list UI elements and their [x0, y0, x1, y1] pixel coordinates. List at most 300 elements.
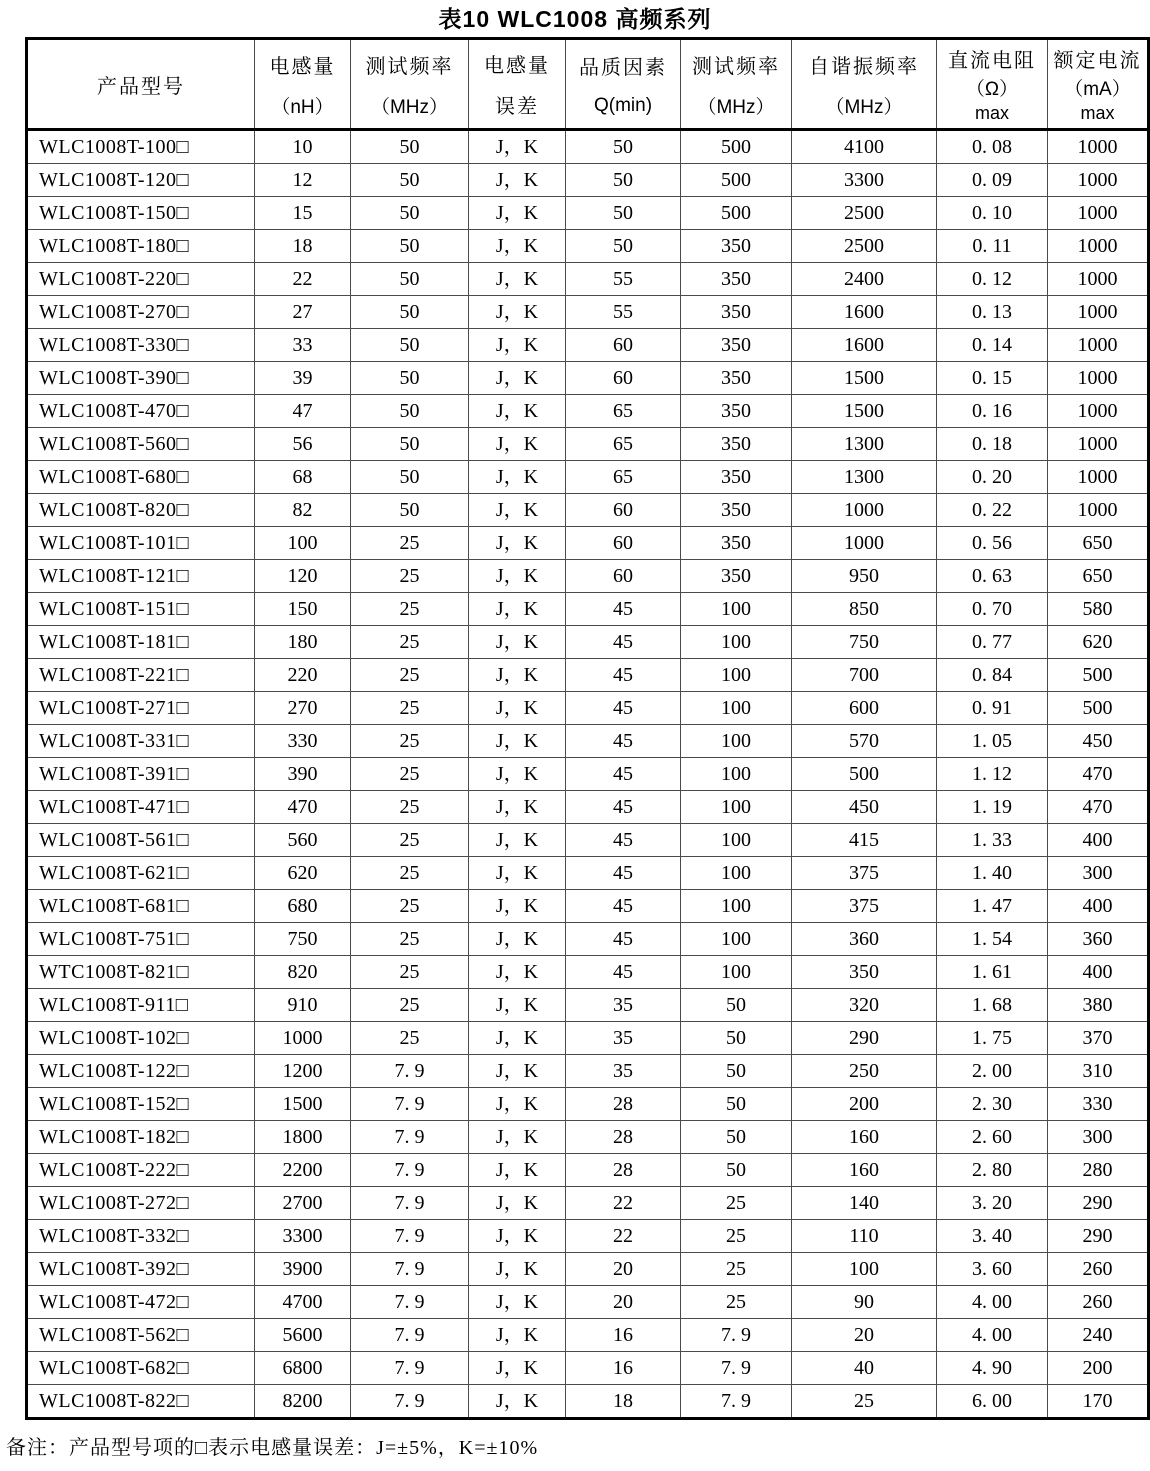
table-row	[27, 296, 1149, 329]
cell-value: 50	[351, 197, 469, 230]
cell-value: 360	[792, 923, 937, 956]
cell-model: WLC1008T-120□	[27, 164, 255, 197]
cell-value: 4100	[792, 130, 937, 164]
cell-value: 0. 63	[937, 560, 1048, 593]
cell-value: 1000	[792, 494, 937, 527]
cell-value: 7. 9	[351, 1055, 469, 1088]
cell-value: 1300	[792, 428, 937, 461]
cell-value: 7. 9	[351, 1187, 469, 1220]
col-header-q-factor	[566, 39, 681, 130]
cell-value: 350	[681, 296, 792, 329]
col-header-srf	[792, 39, 937, 130]
cell-value: 450	[792, 791, 937, 824]
cell-value: 100	[681, 692, 792, 725]
cell-value: 470	[255, 791, 351, 824]
cell-value: 6800	[255, 1352, 351, 1385]
cell-value: 600	[792, 692, 937, 725]
table-row	[27, 857, 1149, 890]
cell-value: 1000	[792, 527, 937, 560]
cell-value: 200	[1048, 1352, 1149, 1385]
cell-model: WLC1008T-911□	[27, 989, 255, 1022]
cell-value: 45	[566, 692, 681, 725]
cell-value: 45	[566, 626, 681, 659]
cell-value: 0. 91	[937, 692, 1048, 725]
cell-value: 1. 12	[937, 758, 1048, 791]
cell-value: 45	[566, 593, 681, 626]
cell-value: J，K	[469, 824, 566, 857]
cell-value: 500	[1048, 659, 1149, 692]
cell-value: 22	[566, 1220, 681, 1253]
cell-value: 1800	[255, 1121, 351, 1154]
cell-model: WLC1008T-330□	[27, 329, 255, 362]
cell-value: 150	[255, 593, 351, 626]
cell-value: 1000	[1048, 130, 1149, 164]
cell-value: J，K	[469, 758, 566, 791]
cell-value: 100	[681, 593, 792, 626]
cell-value: 350	[792, 956, 937, 989]
cell-value: 750	[255, 923, 351, 956]
cell-value: 50	[351, 362, 469, 395]
cell-value: 1000	[1048, 263, 1149, 296]
col-header-label: 自谐振频率	[809, 55, 919, 78]
cell-model: WLC1008T-390□	[27, 362, 255, 395]
cell-value: 28	[566, 1154, 681, 1187]
cell-model: WLC1008T-182□	[27, 1121, 255, 1154]
cell-model: WLC1008T-392□	[27, 1253, 255, 1286]
cell-value: 100	[681, 923, 792, 956]
cell-value: 25	[351, 956, 469, 989]
cell-value: 100	[681, 824, 792, 857]
col-header-max: max	[1080, 103, 1115, 124]
cell-value: 65	[566, 428, 681, 461]
cell-value: 50	[351, 164, 469, 197]
col-header-label: 测试频率	[365, 55, 454, 78]
cell-value: 400	[1048, 956, 1149, 989]
cell-value: 160	[792, 1154, 937, 1187]
cell-value: 350	[681, 527, 792, 560]
cell-value: 45	[566, 659, 681, 692]
cell-value: 35	[566, 989, 681, 1022]
cell-value: 680	[255, 890, 351, 923]
cell-value: 45	[566, 824, 681, 857]
cell-value: 1. 61	[937, 956, 1048, 989]
table-row	[27, 1055, 1149, 1088]
cell-value: J，K	[469, 428, 566, 461]
cell-value: 360	[1048, 923, 1149, 956]
cell-value: J，K	[469, 659, 566, 692]
cell-value: 260	[1048, 1286, 1149, 1319]
cell-value: J，K	[469, 296, 566, 329]
cell-value: J，K	[469, 1286, 566, 1319]
cell-value: 60	[566, 527, 681, 560]
cell-value: 4. 00	[937, 1319, 1048, 1352]
cell-model: WLC1008T-122□	[27, 1055, 255, 1088]
table-row	[27, 428, 1149, 461]
cell-value: 910	[255, 989, 351, 1022]
col-header-label: 额定电流	[1053, 49, 1142, 72]
cell-value: 50	[566, 130, 681, 164]
cell-value: 820	[255, 956, 351, 989]
col-header-dc-resistance	[937, 39, 1048, 130]
cell-value: 100	[681, 956, 792, 989]
cell-value: J，K	[469, 1385, 566, 1419]
cell-value: 2. 80	[937, 1154, 1048, 1187]
cell-value: 40	[792, 1352, 937, 1385]
cell-value: 22	[255, 263, 351, 296]
cell-value: 7. 9	[351, 1220, 469, 1253]
cell-value: 0. 14	[937, 329, 1048, 362]
cell-value: 20	[792, 1319, 937, 1352]
cell-value: 55	[566, 263, 681, 296]
cell-model: WLC1008T-472□	[27, 1286, 255, 1319]
table-row	[27, 989, 1149, 1022]
cell-value: 90	[792, 1286, 937, 1319]
cell-value: 560	[255, 824, 351, 857]
cell-value: 2500	[792, 197, 937, 230]
cell-value: 25	[351, 692, 469, 725]
cell-value: J，K	[469, 956, 566, 989]
cell-value: 850	[792, 593, 937, 626]
table-row	[27, 1022, 1149, 1055]
cell-value: 1. 68	[937, 989, 1048, 1022]
cell-value: 375	[792, 890, 937, 923]
cell-value: 380	[1048, 989, 1149, 1022]
cell-model: WLC1008T-221□	[27, 659, 255, 692]
cell-value: 7. 9	[351, 1352, 469, 1385]
cell-value: 290	[1048, 1220, 1149, 1253]
cell-value: 0. 18	[937, 428, 1048, 461]
cell-value: J，K	[469, 230, 566, 263]
cell-value: 1. 47	[937, 890, 1048, 923]
cell-value: J，K	[469, 1352, 566, 1385]
cell-value: 16	[566, 1352, 681, 1385]
cell-value: 1000	[1048, 329, 1149, 362]
table-row	[27, 659, 1149, 692]
table-row	[27, 791, 1149, 824]
cell-value: 82	[255, 494, 351, 527]
cell-value: 7. 9	[351, 1286, 469, 1319]
cell-value: J，K	[469, 626, 566, 659]
cell-value: 50	[351, 395, 469, 428]
cell-value: J，K	[469, 1220, 566, 1253]
cell-value: 750	[792, 626, 937, 659]
cell-value: 100	[681, 659, 792, 692]
cell-value: 470	[1048, 791, 1149, 824]
cell-model: WLC1008T-220□	[27, 263, 255, 296]
cell-value: 50	[566, 164, 681, 197]
cell-value: 350	[681, 329, 792, 362]
col-header-model	[27, 39, 255, 130]
cell-value: J，K	[469, 1055, 566, 1088]
cell-value: 56	[255, 428, 351, 461]
col-header-label: 误差	[495, 96, 539, 118]
cell-value: 25	[351, 824, 469, 857]
cell-value: 65	[566, 395, 681, 428]
table-row	[27, 461, 1149, 494]
cell-model: WLC1008T-270□	[27, 296, 255, 329]
cell-value: J，K	[469, 395, 566, 428]
cell-value: 350	[681, 560, 792, 593]
cell-model: WLC1008T-102□	[27, 1022, 255, 1055]
cell-value: 8200	[255, 1385, 351, 1419]
cell-value: 28	[566, 1088, 681, 1121]
cell-model: WLC1008T-562□	[27, 1319, 255, 1352]
cell-value: 1. 33	[937, 824, 1048, 857]
cell-value: 50	[681, 989, 792, 1022]
cell-value: 0. 11	[937, 230, 1048, 263]
cell-value: 1000	[1048, 296, 1149, 329]
cell-value: 7. 9	[681, 1352, 792, 1385]
cell-value: 1. 05	[937, 725, 1048, 758]
cell-value: J，K	[469, 494, 566, 527]
cell-value: 1500	[792, 395, 937, 428]
cell-value: 16	[566, 1319, 681, 1352]
cell-model: WLC1008T-271□	[27, 692, 255, 725]
table-row	[27, 362, 1149, 395]
cell-value: 50	[351, 296, 469, 329]
cell-value: 140	[792, 1187, 937, 1220]
cell-value: 100	[792, 1253, 937, 1286]
cell-value: 50	[351, 494, 469, 527]
cell-value: 25	[351, 791, 469, 824]
col-header-label: 测试频率	[692, 55, 780, 78]
table-header	[27, 39, 1149, 130]
cell-value: 0. 16	[937, 395, 1048, 428]
cell-value: 45	[566, 923, 681, 956]
cell-value: J，K	[469, 164, 566, 197]
cell-value: 350	[681, 230, 792, 263]
cell-value: 50	[351, 329, 469, 362]
cell-value: 10	[255, 130, 351, 164]
cell-value: 1000	[1048, 230, 1149, 263]
cell-value: 60	[566, 362, 681, 395]
cell-model: WLC1008T-561□	[27, 824, 255, 857]
cell-value: 100	[255, 527, 351, 560]
cell-value: 50	[351, 230, 469, 263]
cell-value: 100	[681, 890, 792, 923]
cell-value: 1000	[1048, 461, 1149, 494]
cell-value: 3300	[792, 164, 937, 197]
cell-value: 170	[1048, 1385, 1149, 1419]
col-header-test-freq-2	[681, 39, 792, 130]
cell-value: J，K	[469, 857, 566, 890]
cell-value: 1500	[792, 362, 937, 395]
table-row	[27, 1352, 1149, 1385]
cell-value: 400	[1048, 890, 1149, 923]
table-row	[27, 1385, 1149, 1419]
cell-value: 25	[681, 1187, 792, 1220]
cell-value: 620	[1048, 626, 1149, 659]
cell-value: J，K	[469, 593, 566, 626]
cell-value: J，K	[469, 1088, 566, 1121]
col-header-label: 品质因素	[579, 56, 667, 79]
cell-value: 25	[351, 890, 469, 923]
cell-value: 25	[681, 1253, 792, 1286]
cell-value: 570	[792, 725, 937, 758]
cell-value: 0. 08	[937, 130, 1048, 164]
cell-value: 1000	[1048, 428, 1149, 461]
cell-value: J，K	[469, 1154, 566, 1187]
table-row	[27, 593, 1149, 626]
cell-value: 50	[681, 1154, 792, 1187]
table-row	[27, 164, 1149, 197]
cell-value: 2400	[792, 263, 937, 296]
table-row	[27, 1319, 1149, 1352]
cell-value: 39	[255, 362, 351, 395]
cell-value: 500	[1048, 692, 1149, 725]
cell-value: J，K	[469, 560, 566, 593]
cell-value: 25	[351, 626, 469, 659]
cell-value: 200	[792, 1088, 937, 1121]
table-row	[27, 923, 1149, 956]
cell-value: 415	[792, 824, 937, 857]
cell-value: 50	[681, 1088, 792, 1121]
cell-model: WLC1008T-470□	[27, 395, 255, 428]
page-title: 表10 WLC1008 高频系列	[438, 6, 712, 32]
cell-value: 620	[255, 857, 351, 890]
cell-value: 350	[681, 461, 792, 494]
table-row	[27, 1253, 1149, 1286]
cell-value: 7. 9	[351, 1253, 469, 1286]
cell-value: 4. 00	[937, 1286, 1048, 1319]
col-header-unit: Q(min)	[593, 95, 653, 117]
table-row	[27, 824, 1149, 857]
col-header-inductance	[255, 39, 351, 130]
cell-value: 350	[681, 428, 792, 461]
cell-model: WLC1008T-181□	[27, 626, 255, 659]
cell-value: 65	[566, 461, 681, 494]
table-row	[27, 692, 1149, 725]
table-row	[27, 230, 1149, 263]
cell-value: 1. 54	[937, 923, 1048, 956]
cell-value: 50	[681, 1055, 792, 1088]
cell-value: J，K	[469, 527, 566, 560]
cell-value: 1200	[255, 1055, 351, 1088]
cell-value: 330	[255, 725, 351, 758]
cell-model: WLC1008T-681□	[27, 890, 255, 923]
cell-value: 45	[566, 857, 681, 890]
cell-value: 20	[566, 1253, 681, 1286]
cell-value: 0. 20	[937, 461, 1048, 494]
cell-value: 250	[792, 1055, 937, 1088]
cell-value: 68	[255, 461, 351, 494]
cell-value: 350	[681, 263, 792, 296]
spec-table	[25, 37, 1150, 1420]
cell-value: 1. 75	[937, 1022, 1048, 1055]
cell-value: 290	[792, 1022, 937, 1055]
cell-value: 7. 9	[351, 1385, 469, 1419]
cell-value: 1000	[255, 1022, 351, 1055]
cell-value: 280	[1048, 1154, 1149, 1187]
cell-value: J，K	[469, 263, 566, 296]
cell-model: WLC1008T-331□	[27, 725, 255, 758]
cell-value: 100	[681, 725, 792, 758]
cell-value: 1600	[792, 329, 937, 362]
cell-value: J，K	[469, 791, 566, 824]
cell-model: WLC1008T-751□	[27, 923, 255, 956]
cell-value: 2500	[792, 230, 937, 263]
cell-value: 500	[792, 758, 937, 791]
cell-value: 1500	[255, 1088, 351, 1121]
table-row	[27, 197, 1149, 230]
col-header-unit: （MHz）	[697, 96, 775, 118]
cell-value: 1. 40	[937, 857, 1048, 890]
cell-value: J，K	[469, 1187, 566, 1220]
cell-model: WLC1008T-150□	[27, 197, 255, 230]
col-header-label: 电感量	[269, 55, 336, 78]
table-row	[27, 1286, 1149, 1319]
cell-value: 7. 9	[351, 1154, 469, 1187]
cell-value: 7. 9	[351, 1319, 469, 1352]
cell-model: WLC1008T-621□	[27, 857, 255, 890]
table-row	[27, 956, 1149, 989]
cell-model: WLC1008T-822□	[27, 1385, 255, 1419]
cell-value: 1000	[1048, 164, 1149, 197]
col-header-unit: （MHz）	[825, 96, 903, 118]
cell-value: J，K	[469, 461, 566, 494]
cell-value: 2. 00	[937, 1055, 1048, 1088]
cell-value: 60	[566, 329, 681, 362]
cell-value: 25	[351, 1022, 469, 1055]
cell-value: 55	[566, 296, 681, 329]
col-header-test-freq-1	[351, 39, 469, 130]
cell-value: 220	[255, 659, 351, 692]
cell-value: 7. 9	[351, 1121, 469, 1154]
cell-value: 50	[351, 263, 469, 296]
cell-value: 6. 00	[937, 1385, 1048, 1419]
table-row	[27, 263, 1149, 296]
footnote: 备注：产品型号项的□表示电感量误差：J=±5%，K=±10%	[6, 1437, 539, 1459]
cell-value: 50	[566, 230, 681, 263]
cell-value: 3300	[255, 1220, 351, 1253]
header-row	[27, 39, 1149, 130]
cell-value: 310	[1048, 1055, 1149, 1088]
cell-value: 45	[566, 725, 681, 758]
cell-value: 25	[351, 923, 469, 956]
cell-value: 25	[681, 1286, 792, 1319]
cell-value: J，K	[469, 890, 566, 923]
cell-value: 160	[792, 1121, 937, 1154]
cell-model: WLC1008T-180□	[27, 230, 255, 263]
cell-value: J，K	[469, 692, 566, 725]
cell-value: 3. 20	[937, 1187, 1048, 1220]
table-row	[27, 527, 1149, 560]
cell-value: 0. 84	[937, 659, 1048, 692]
col-header-unit: （nH）	[271, 96, 334, 118]
table-row	[27, 1220, 1149, 1253]
col-header-label: 直流电阻	[948, 49, 1036, 72]
table-row	[27, 626, 1149, 659]
table-row	[27, 1121, 1149, 1154]
cell-model: WLC1008T-151□	[27, 593, 255, 626]
cell-value: 47	[255, 395, 351, 428]
cell-value: 350	[681, 362, 792, 395]
cell-value: 1. 19	[937, 791, 1048, 824]
col-header-tolerance	[469, 39, 566, 130]
table-row	[27, 395, 1149, 428]
cell-value: 0. 70	[937, 593, 1048, 626]
cell-model: WLC1008T-682□	[27, 1352, 255, 1385]
cell-value: 580	[1048, 593, 1149, 626]
table-body	[27, 130, 1149, 1419]
cell-value: 33	[255, 329, 351, 362]
cell-value: 3900	[255, 1253, 351, 1286]
table-row	[27, 758, 1149, 791]
cell-value: 100	[681, 791, 792, 824]
cell-value: 25	[351, 560, 469, 593]
cell-model: WLC1008T-152□	[27, 1088, 255, 1121]
cell-value: 27	[255, 296, 351, 329]
